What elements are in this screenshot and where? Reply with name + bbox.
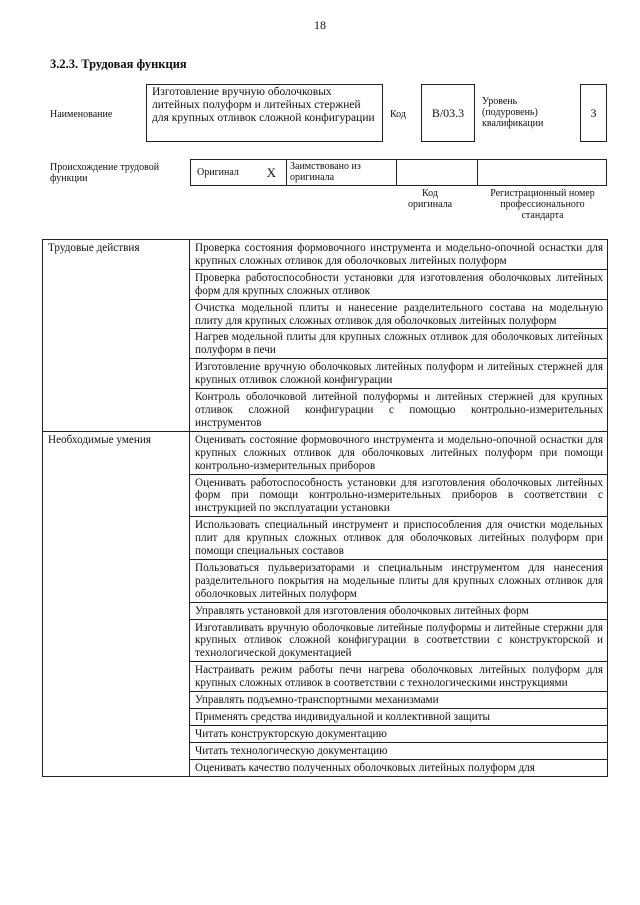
code-value: B/03.3: [421, 84, 475, 142]
code-original-cell: [396, 159, 478, 186]
item-cell: Управлять установкой для изготовления оболочковых литейных форм: [190, 602, 608, 619]
original-label: Оригинал: [197, 167, 239, 178]
origin-label: Происхождение трудовой функции: [50, 162, 160, 184]
item-cell: Изготовление вручную оболочковых литейных полуформ и литейных стержней для крупных отливок сложной конфигурации: [190, 359, 608, 389]
item-cell: Управлять подъемно-транспортными механизмами: [190, 692, 608, 709]
origin-row: [190, 159, 607, 186]
item-cell: Читать технологическую документацию: [190, 742, 608, 759]
item-cell: Контроль оболочковой литейной полуформы и литейных стержней для крупных отливок сложной конфигурации с помощью контрольно-измерительных инструментов: [190, 389, 608, 432]
reg-number-label: Регистрационный номер профессионального стандарта: [490, 188, 595, 221]
item-cell: Читать конструкторскую документацию: [190, 725, 608, 742]
section-title: 3.2.3. Трудовая функция: [50, 57, 187, 71]
code-original-label: Код оригинала: [407, 188, 453, 210]
function-name-box: Изготовление вручную оболочковых литейных полуформ и литейных стержней для крупных отливок сложной конфигурации: [146, 84, 383, 142]
category-cell: Трудовые действия: [43, 240, 190, 432]
table-row: [43, 431, 608, 474]
item-cell: Использовать специальный инструмент и приспособления для очистки модельных плит для крупных сложных отливок для оболочковых литейных полуформ при помощи специальных составов: [190, 517, 608, 560]
item-cell: Пользоваться пульверизаторами и специальным инструментом для нанесения разделительного покрытия на модельные плиты для крупных сложных отливок для оболочковых литейных полуформ: [190, 559, 608, 602]
borrowed-cell: Заимствовано из оригинала: [286, 159, 397, 186]
labor-function-table: [42, 239, 608, 777]
item-cell: Изготавливать вручную оболочковые литейные полуформы и литейные стержни для крупных отливок сложной конфигурации в соответствии с конструкторской и технологической документацией: [190, 619, 608, 662]
reg-number-cell: [477, 159, 607, 186]
level-label: Уровень (подуровень) квалификации: [482, 96, 544, 129]
original-mark: X: [266, 164, 276, 180]
item-cell: Оценивать работоспособность установки для изготовления оболочковых литейных форм при помощи контрольно-измерительных приборов в соответствии с инструкцией по эксплуатации установки: [190, 474, 608, 517]
item-cell: Настраивать режим работы печи нагрева оболочковых литейных полуформ для крупных сложных отливок в соответствии с технологическими инструкциями: [190, 662, 608, 692]
item-cell: Проверка состояния формовочного инструмента и модельно-опочной оснастки для крупных сложных отливок для оболочковых литейных полуформ: [190, 240, 608, 270]
original-cell: [190, 159, 287, 186]
name-label: Наименование: [50, 109, 113, 120]
level-value: 3: [580, 84, 607, 142]
item-cell: Нагрев модельной плиты для крупных сложных отливок для оболочковых литейных полуформ в печи: [190, 329, 608, 359]
item-cell: Применять средства индивидуальной и коллективной защиты: [190, 709, 608, 726]
item-cell: Проверка работоспособности установки для изготовления оболочковых литейных форм для крупных сложных отливок: [190, 269, 608, 299]
page-number: 18: [314, 18, 326, 32]
item-cell: Очистка модельной плиты и нанесение разделительного состава на модельную плиту для крупных сложных отливок для оболочковых литейных полуформ: [190, 299, 608, 329]
item-cell: Оценивать состояние формовочного инструмента и модельно-опочной оснастки для крупных сложных отливок для оболочковых литейных полуформ при помощи контрольно-измерительных приборов: [190, 431, 608, 474]
category-cell: Необходимые умения: [43, 431, 190, 776]
code-label: Код: [390, 109, 406, 120]
item-cell: Оценивать качество полученных оболочковых литейных полуформ для: [190, 759, 608, 776]
table-row: [43, 240, 608, 270]
